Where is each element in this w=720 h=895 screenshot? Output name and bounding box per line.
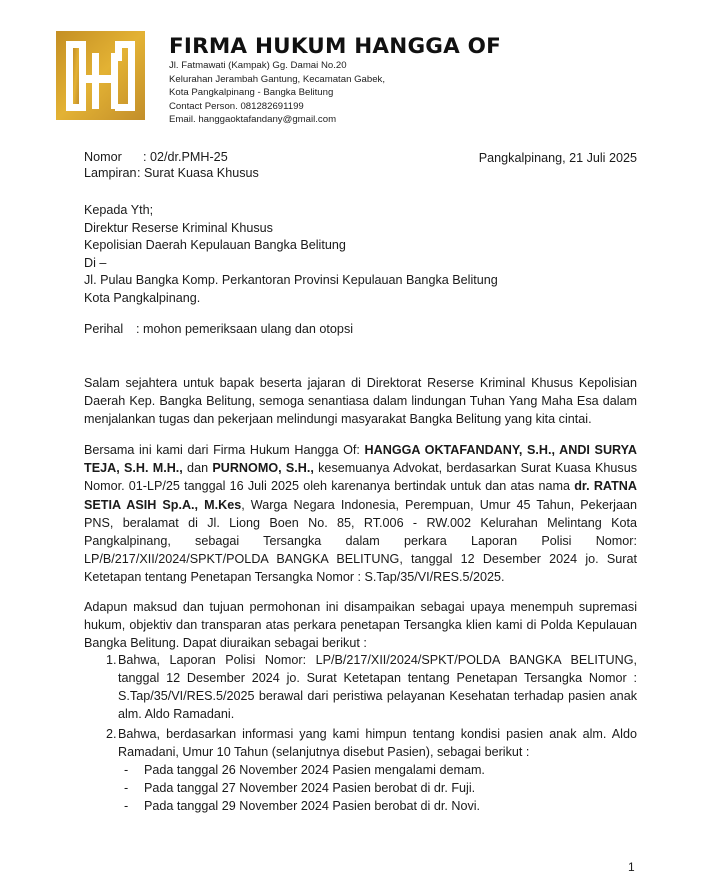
lampiran-row [84, 165, 637, 181]
sub-item-text: Pada tanggal 27 November 2024 Pasien berobat di dr. Fuji. [144, 781, 476, 795]
lampiran-value: : Surat Kuasa Khusus [137, 166, 259, 181]
sub-item [118, 779, 637, 797]
point-text: Bahwa, Laporan Polisi Nomor: LP/B/217/XII/2024/SPKT/POLDA BANGKA BELITUNG, tanggal 12 Desember 2024 jo. Surat Ketetapan tentang Penetapan Tersangka Nomor : S.Tap/35/VI/RES.5/2025 berawal dari peristiwa pelayanan Kesehatan terhadap pasien anak alm. Aldo Ramadani. [118, 653, 637, 721]
sub-item-text: Pada tanggal 29 November 2024 Pasien berobat di dr. Novi. [144, 799, 481, 813]
firm-address [169, 59, 385, 127]
dash-bullet: - [124, 799, 129, 813]
mandate-paragraph [84, 441, 637, 587]
address-line: Kota Pangkalpinang - Bangka Belitung [169, 87, 334, 99]
recipient-line: Direktur Reserse Kriminal Khusus [84, 220, 273, 235]
lampiran-label: Lampiran [84, 166, 137, 181]
subject-row [84, 321, 637, 337]
contact-person: Contact Person. 081282691199 [169, 100, 304, 112]
recipient-line: Kepada Yth; [84, 203, 154, 217]
recipient-block [84, 202, 637, 308]
sub-item [118, 761, 637, 779]
recipient-line: Kota Pangkalpinang. [84, 290, 201, 305]
advocate-names: HANGGA OKTAFANDANY, S.H., ANDI SURYA TEJA, S.H. M.H., [84, 443, 637, 476]
points-list [84, 651, 637, 815]
text: dan [182, 461, 213, 476]
text: , Warga Negara Indonesia, Perempuan, Umur 45 Tahun, Pekerjaan PNS, beralamat di Jl. Liong Boen No. 85, RT.006 - RW.002 Kelurahan Melintang Kota Pangkalpinang, sebagai Tersangka dalam perkara Laporan Polisi Nomor: LP/B/217/XII/2024/SPKT/POLDA BANGKA BELITUNG, tanggal 12 Desember 2024 jo. Surat Ketetapan tentang Penetapan Tersangka Nomor : S.Tap/35/VI/RES.5/2025. [84, 497, 637, 585]
address-line: Jl. Fatmawati (Kampak) Gg. Damai No.20 [169, 60, 347, 71]
advocate-name: PURNOMO, S.H., [212, 461, 314, 476]
letterhead [56, 31, 656, 126]
client-name: dr. RATNA SETIA ASIH Sp.A., M.Kes [84, 479, 637, 512]
nomor-label: Nomor [84, 150, 122, 164]
recipient-line: Kepolisian Daerah Kepulauan Bangka Belitung [84, 238, 346, 253]
sub-item-text: Pada tanggal 26 November 2024 Pasien mengalami demam. [144, 763, 485, 777]
dash-bullet: - [124, 781, 129, 795]
dash-bullet: - [124, 763, 129, 777]
text: kesemuanya Advokat, berdasarkan Surat Kuasa Khusus Nomor. 01-LP/25 tanggal 16 Juli 2025 oleh karenanya bertindak untuk dan atas nama [84, 461, 637, 494]
firm-name: FIRMA HUKUM HANGGA OF [169, 34, 502, 59]
sub-item [118, 797, 637, 815]
place-date: Pangkalpinang, 21 Juli 2025 [478, 151, 637, 165]
point-item [84, 651, 637, 723]
nomor-value: : 02/dr.PMH-25 [143, 150, 228, 164]
point-number: 2. [106, 727, 117, 741]
text: Bersama ini kami dari Firma Hukum Hangga Of: [84, 443, 365, 457]
subject-label: Perihal [84, 322, 124, 336]
purpose-paragraph: Adapun maksud dan tujuan permohonan ini disampaikan sebagai upaya menempuh supremasi hukum, objektiv dan transparan atas perkara penetapan Tersangka klien kami di Polda Kepulauan Bangka Belitung. Dapat diuraikan sebagai berikut : [84, 600, 637, 650]
point-item [84, 725, 637, 815]
email: Email. hanggaoktafandany@gmail.com [169, 114, 337, 126]
address-line: Kelurahan Jerambah Gantung, Kecamatan Gabek, [169, 73, 385, 85]
recipient-line: Di – [84, 255, 107, 270]
point-number: 1. [106, 653, 117, 667]
greeting-paragraph: Salam sejahtera untuk bapak beserta jajaran di Direktorat Reserse Kriminal Khusus Kepolisian Daerah Kep. Bangka Belitung, semoga senantiasa dalam lindungan Tuhan Yang Maha Esa dalam menjalankan tugas dan pekerjaan melindungi masyarakat Bangka Belitung yang kita cintai. [84, 376, 637, 426]
recipient-line: Jl. Pulau Bangka Komp. Perkantoran Provinsi Kepulauan Bangka Belitung [84, 273, 498, 288]
gold-h-monogram-logo-icon [56, 31, 145, 120]
subject-value: : mohon pemeriksaan ulang dan otopsi [136, 322, 354, 336]
point-text: Bahwa, berdasarkan informasi yang kami himpun tentang kondisi pasien anak alm. Aldo Ramadani, Umur 10 Tahun (selanjutnya disebut Pasien), sebagai berikut : [118, 727, 637, 759]
page-number: 1 [628, 860, 635, 874]
